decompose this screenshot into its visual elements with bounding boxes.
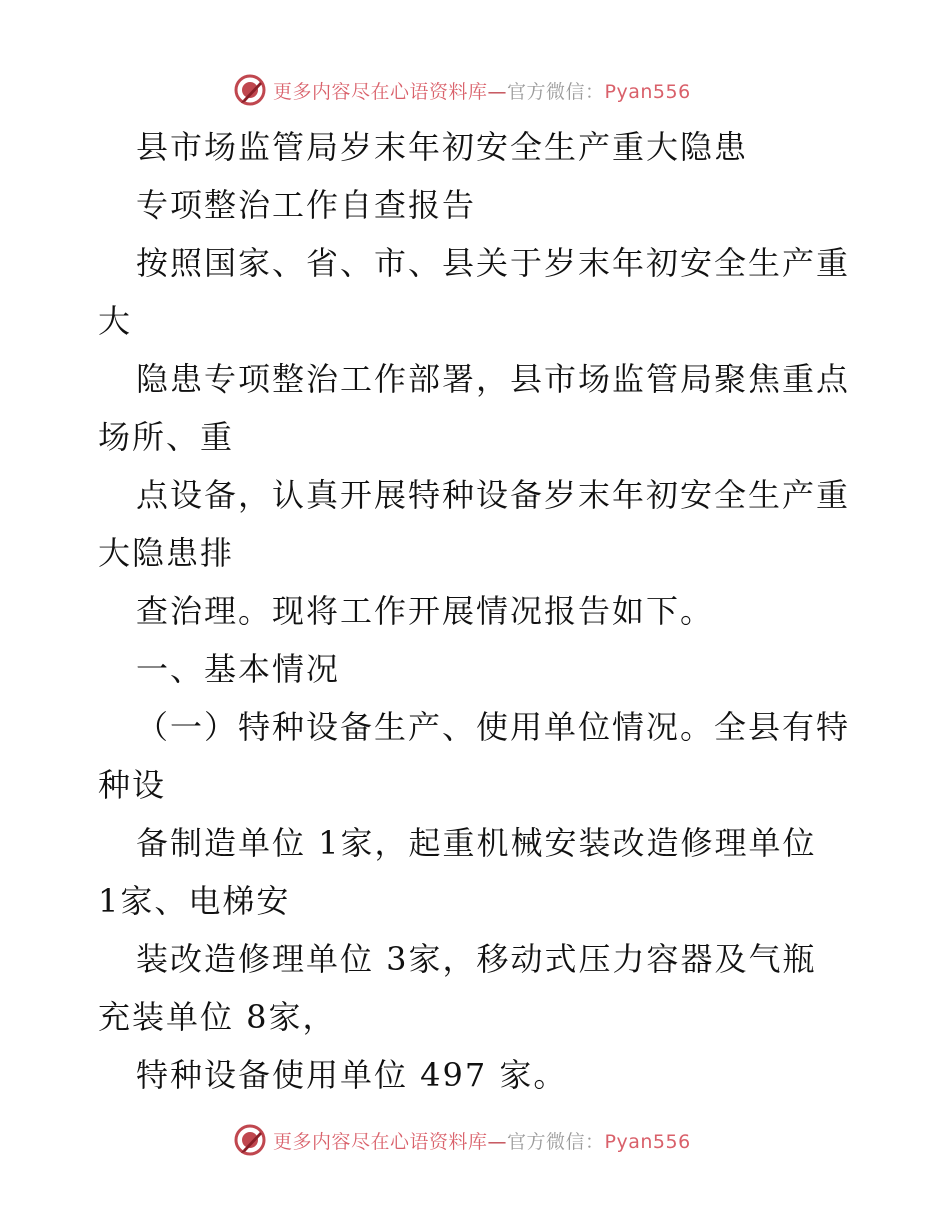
footer-watermark (233, 1122, 691, 1158)
paragraph-line: 按照国家、省、市、县关于岁末年初安全生产重 (136, 244, 851, 282)
paragraph-line: 隐患专项整治工作部署，县市场监管局聚焦重点 (136, 360, 851, 398)
watermark-main-text: 更多内容尽在心语资料库 (273, 80, 488, 103)
paragraph-line: 点设备，认真开展特种设备岁末年初安全生产重 (136, 476, 851, 514)
document-title-line-2: 专项整治工作自查报告 (136, 186, 477, 224)
pen-circle-logo-icon (233, 1123, 267, 1157)
pen-circle-logo-icon (233, 73, 267, 107)
paragraph-line: 充装单位 8家， (98, 998, 337, 1036)
header-watermark (233, 72, 691, 108)
paragraph-line: 种设 (98, 766, 167, 804)
paragraph-line: 查治理。现将工作开展情况报告如下。 (136, 592, 715, 630)
watermark-dash: — (487, 1130, 508, 1153)
section-heading: 一、基本情况 (136, 650, 341, 688)
paragraph-line: 大隐患排 (98, 534, 235, 572)
watermark-label: 官方微信： (507, 80, 605, 103)
watermark-handle: Pyan556 (604, 1130, 691, 1153)
paragraph-line: 大 (98, 302, 133, 340)
watermark-label: 官方微信： (507, 1130, 605, 1153)
watermark-text (273, 77, 691, 104)
watermark-handle: Pyan556 (604, 80, 691, 103)
paragraph-line: 备制造单位 1家，起重机械安装改造修理单位 (136, 824, 817, 862)
paragraph-line: （一）特种设备生产、使用单位情况。全县有特 (136, 708, 851, 746)
paragraph-line: 场所、重 (98, 418, 235, 456)
paragraph-line: 特种设备使用单位 497 家。 (136, 1056, 568, 1094)
watermark-main-text: 更多内容尽在心语资料库 (273, 1130, 488, 1153)
document-title-line-1: 县市场监管局岁末年初安全生产重大隐患 (136, 128, 749, 166)
watermark-dash: — (487, 80, 508, 103)
paragraph-line: 1家、电梯安 (98, 882, 291, 920)
paragraph-line: 装改造修理单位 3家，移动式压力容器及气瓶 (136, 940, 817, 978)
watermark-text (273, 1127, 691, 1154)
